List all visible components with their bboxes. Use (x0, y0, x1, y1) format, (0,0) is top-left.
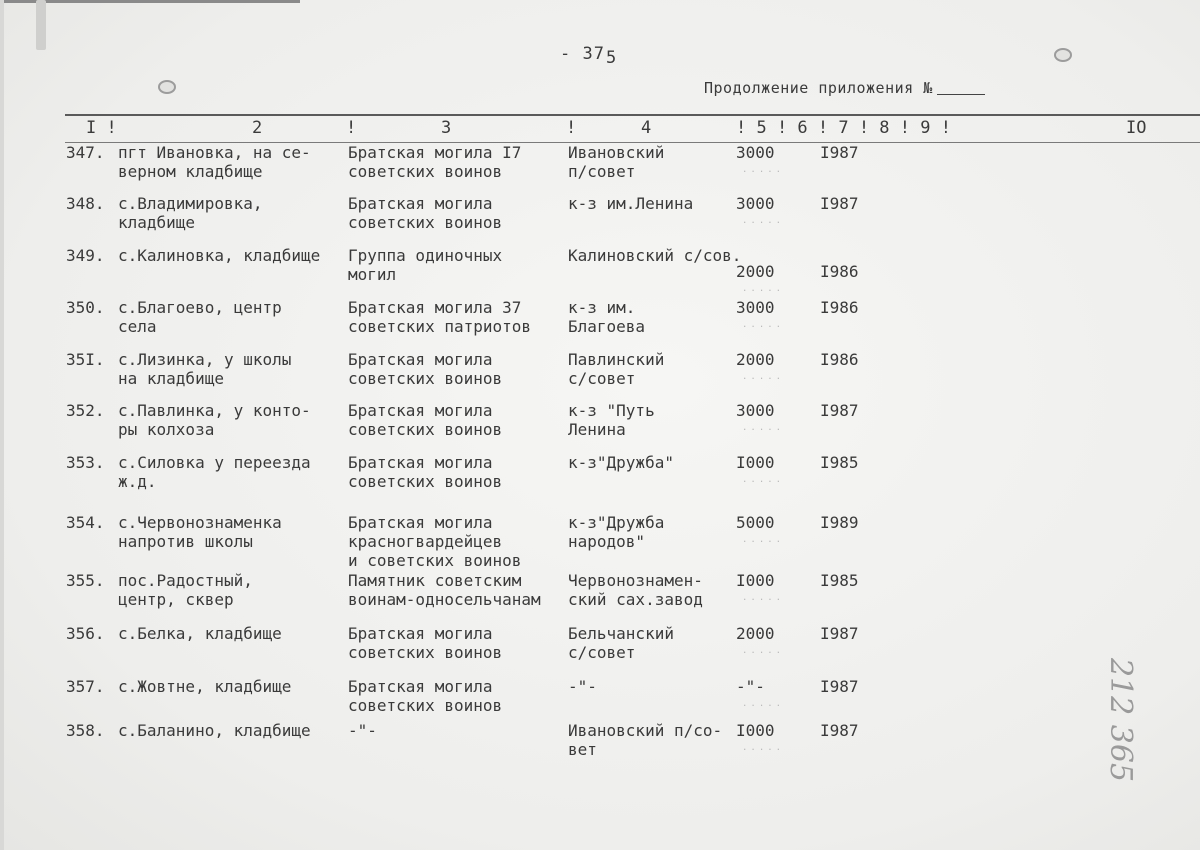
dotted-fill: ..... (742, 646, 785, 656)
row-object: Братская могила советских воинов (348, 624, 503, 662)
row-col6: I989 (820, 513, 859, 532)
row-number: 355. (66, 571, 105, 590)
row-col6: I986 (820, 298, 859, 317)
dotted-fill: ..... (742, 699, 785, 709)
row-place: с.Жовтне, кладбище (118, 677, 292, 696)
dotted-fill: ..... (742, 372, 785, 382)
binding-mark (36, 0, 46, 50)
row-col6: I987 (820, 677, 859, 696)
row-col5: -"- (736, 677, 765, 696)
dotted-fill: ..... (742, 743, 785, 753)
handwritten-margin-note: 212 365 (1103, 658, 1138, 783)
page-number-mark: 5 (606, 48, 617, 68)
row-object: Братская могила советских воинов (348, 194, 503, 232)
row-col5: I000 (736, 571, 775, 590)
dotted-fill: ..... (742, 475, 785, 485)
continuation-label: Продолжение приложения № (704, 79, 933, 97)
row-col6: I985 (820, 571, 859, 590)
row-col5: 5000 (736, 513, 775, 532)
row-col5: I000 (736, 721, 775, 740)
row-place: с.Павлинка, у конто- ры колхоза (118, 401, 311, 439)
row-col5: 2000 (736, 350, 775, 369)
row-col5: 3000 (736, 194, 775, 213)
row-object: Братская могила советских воинов (348, 453, 503, 491)
page-number: - 37 (560, 44, 605, 64)
dotted-fill: ..... (742, 284, 785, 294)
header-sep-2: ! (346, 118, 357, 138)
row-object: Братская могила советских воинов (348, 350, 503, 388)
row-number: 358. (66, 721, 105, 740)
row-col5: 3000 (736, 298, 775, 317)
continuation-blank (937, 79, 985, 95)
dotted-fill: ..... (742, 165, 785, 175)
dotted-fill: ..... (742, 320, 785, 330)
row-owner: к-з им. Благоева (568, 298, 646, 336)
scan-left-edge (0, 0, 4, 850)
row-number: 349. (66, 246, 105, 265)
punch-hole-right (1054, 48, 1072, 62)
row-number: 353. (66, 453, 105, 472)
row-object: Группа одиночных могил (348, 246, 503, 284)
header-col-10: IO (1126, 118, 1147, 138)
row-object: Братская могила 37 советских патриотов (348, 298, 532, 336)
row-col5: I000 (736, 453, 775, 472)
row-owner: Ивановский п/совет (568, 143, 665, 181)
table-top-rule (65, 114, 1200, 116)
row-object: Братская могила красногвардейцев и советских воинов (348, 513, 522, 570)
header-col-3: 3 (441, 118, 452, 138)
row-col6: I986 (820, 262, 859, 281)
row-col5: 2000 (736, 262, 775, 281)
row-owner: к-з им.Ленина (568, 194, 694, 213)
row-place: с.Силовка у переезда ж.д. (118, 453, 311, 491)
header-col-4: 4 (641, 118, 652, 138)
row-place: с.Баланино, кладбище (118, 721, 311, 740)
row-number: 347. (66, 143, 105, 162)
row-col6: I987 (820, 143, 859, 162)
dotted-fill: ..... (742, 593, 785, 603)
row-col6: I987 (820, 721, 859, 740)
row-number: 357. (66, 677, 105, 696)
row-object: Братская могила советских воинов (348, 401, 503, 439)
header-sep-3: ! (566, 118, 577, 138)
dotted-fill: ..... (742, 423, 785, 433)
row-number: 352. (66, 401, 105, 420)
row-owner: Калиновский с/сов. (568, 246, 742, 265)
row-place: с.Лизинка, у школы на кладбище (118, 350, 292, 388)
row-place: с.Белка, кладбище (118, 624, 282, 643)
row-object: -"- (348, 721, 377, 740)
row-owner: Бельчанский с/совет (568, 624, 674, 662)
row-owner: к-з"Дружба" (568, 453, 674, 472)
row-number: 356. (66, 624, 105, 643)
row-col5: 2000 (736, 624, 775, 643)
header-col-2: 2 (252, 118, 263, 138)
row-owner: -"- (568, 677, 597, 696)
row-number: 354. (66, 513, 105, 532)
row-col5: 3000 (736, 401, 775, 420)
row-col5: 3000 (736, 143, 775, 162)
row-number: 350. (66, 298, 105, 317)
row-object: Братская могила I7 советских воинов (348, 143, 522, 181)
row-place: с.Благоево, центр села (118, 298, 282, 336)
row-place: с.Владимировка, кладбище (118, 194, 263, 232)
dotted-fill: ..... (742, 535, 785, 545)
row-col6: I986 (820, 350, 859, 369)
punch-hole-left (158, 80, 176, 94)
row-place: пгт Ивановка, на се- верном кладбище (118, 143, 311, 181)
row-place: с.Калиновка, кладбище (118, 246, 321, 265)
dotted-fill: ..... (742, 216, 785, 226)
row-number: 348. (66, 194, 105, 213)
row-owner: Ивановский п/со- вет (568, 721, 723, 759)
header-cols-5-9: ! 5 ! 6 ! 7 ! 8 ! 9 ! (736, 118, 951, 138)
row-place: пос.Радостный, центр, сквер (118, 571, 253, 609)
row-owner: Павлинский с/совет (568, 350, 665, 388)
row-owner: к-з"Дружба народов" (568, 513, 665, 551)
header-col-1: I ! (86, 118, 117, 138)
row-object: Братская могила советских воинов (348, 677, 503, 715)
row-number: 35I. (66, 350, 105, 369)
row-place: с.Червонознаменка напротив школы (118, 513, 282, 551)
row-col6: I987 (820, 401, 859, 420)
row-col6: I987 (820, 194, 859, 213)
row-owner: к-з "Путь Ленина (568, 401, 655, 439)
row-object: Памятник советским воинам-односельчанам (348, 571, 541, 609)
row-col6: I985 (820, 453, 859, 472)
row-owner: Червонознамен- ский сах.завод (568, 571, 703, 609)
row-col6: I987 (820, 624, 859, 643)
continuation-title (704, 79, 985, 97)
